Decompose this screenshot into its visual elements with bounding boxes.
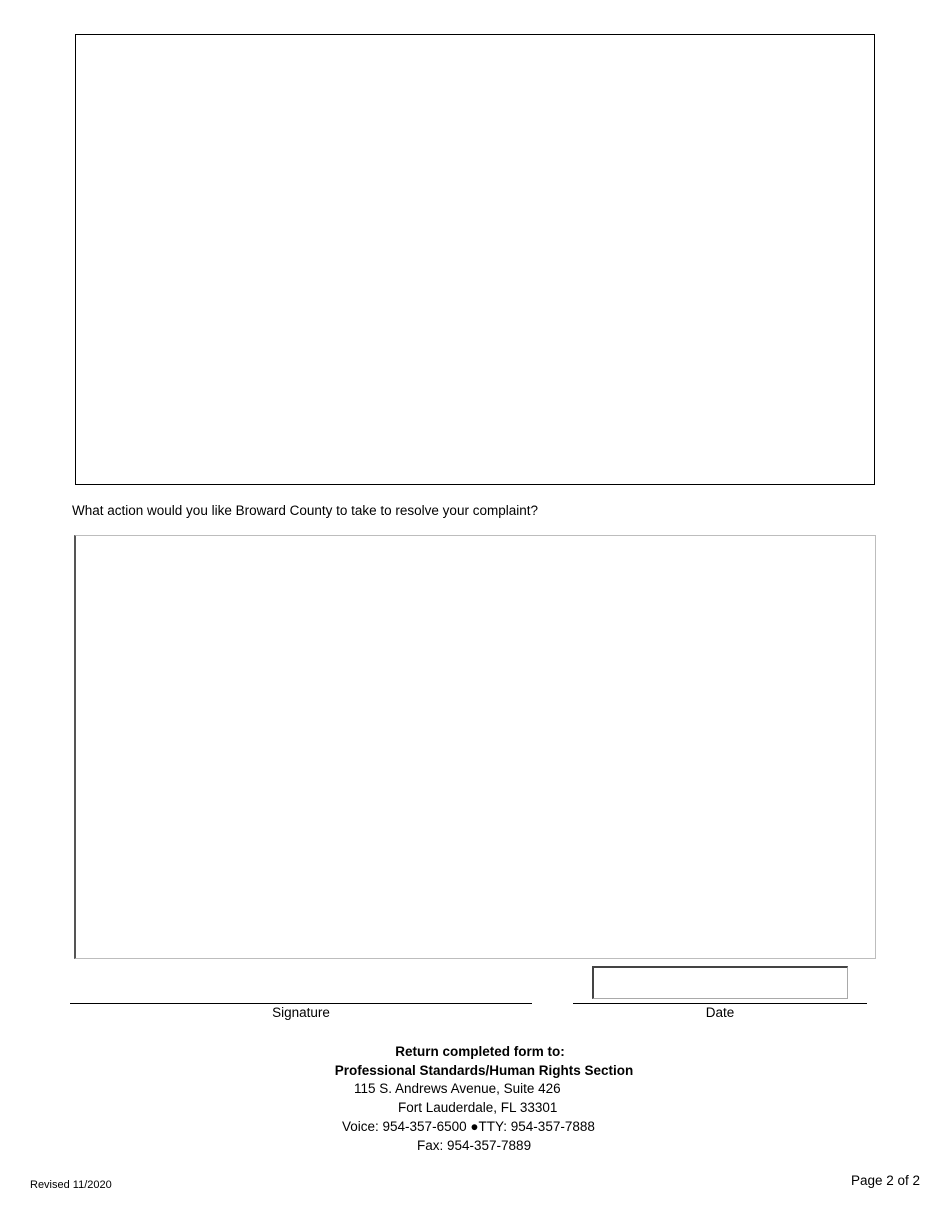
return-office: Professional Standards/Human Rights Section [334, 1063, 634, 1078]
date-input[interactable] [592, 966, 848, 999]
resolution-action-field[interactable] [74, 535, 876, 959]
signature-label: Signature [272, 1005, 330, 1020]
return-title: Return completed form to: [395, 1044, 565, 1059]
voice-number: Voice: 954-357-6500 [342, 1119, 467, 1134]
return-street: 115 S. Andrews Avenue, Suite 426 [354, 1081, 561, 1096]
return-city: Fort Lauderdale, FL 33301 [398, 1100, 558, 1115]
return-fax: Fax: 954-357-7889 [417, 1138, 532, 1153]
date-label: Date [705, 1005, 735, 1020]
complaint-description-field[interactable] [75, 34, 875, 485]
page-number: Page 2 of 2 [851, 1173, 921, 1188]
revised-date: Revised 11/2020 [30, 1179, 112, 1191]
bullet-separator: ● [470, 1119, 479, 1134]
return-phone-line [342, 1117, 595, 1136]
tty-number: TTY: 954-357-7888 [478, 1119, 595, 1134]
resolution-question: What action would you like Broward County to take to resolve your complaint? [72, 503, 538, 518]
